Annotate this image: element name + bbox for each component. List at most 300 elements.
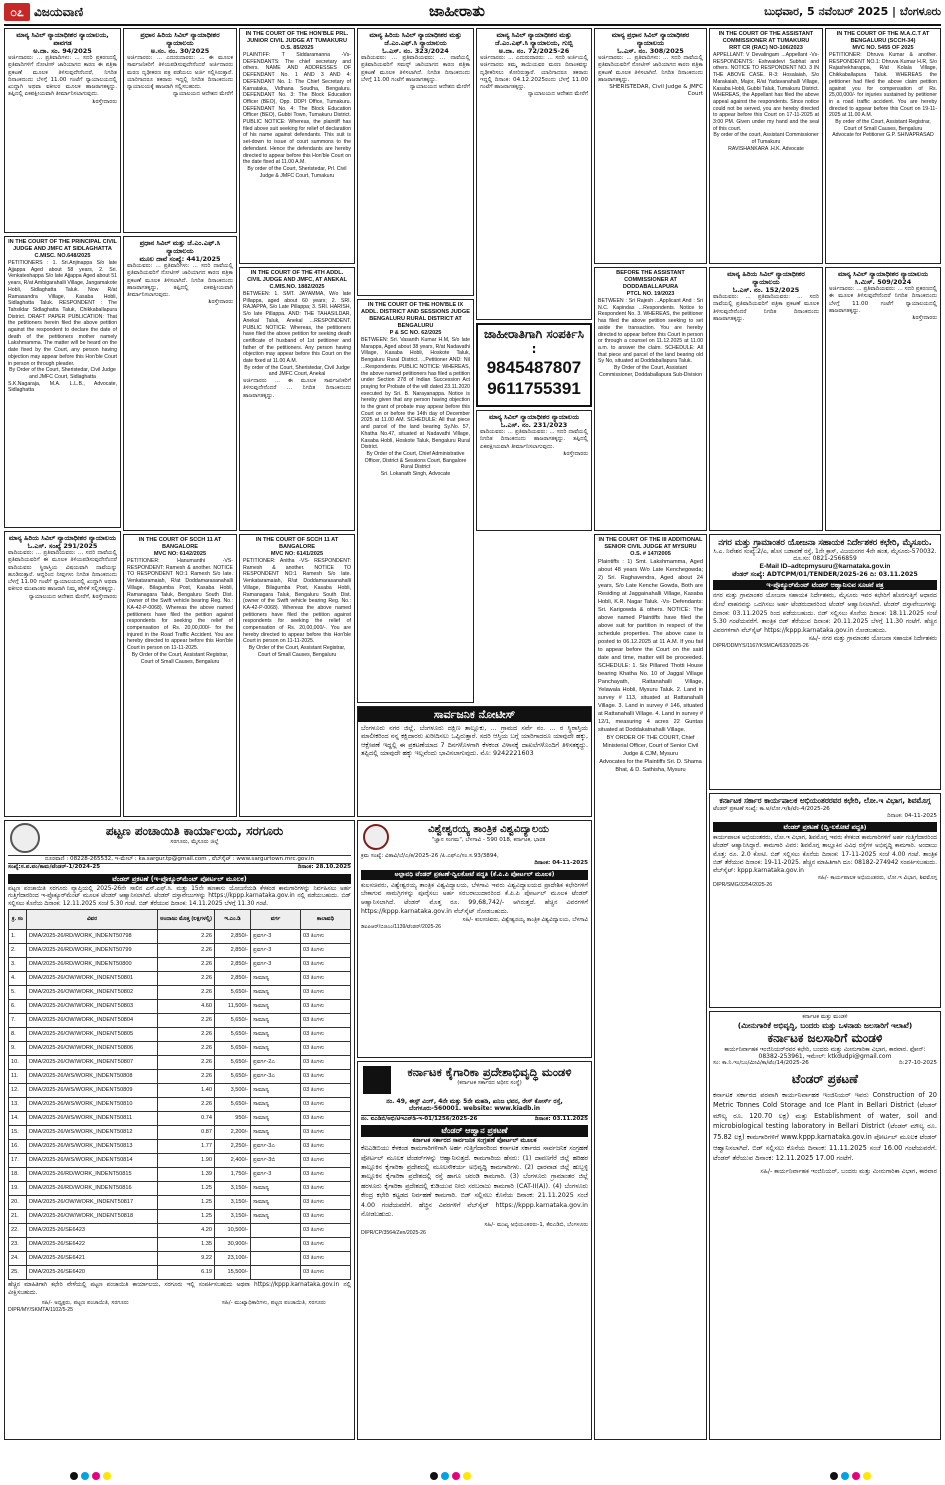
- tender-body: ಕೆಐಎಡಿಬಿಯು ಕೆಳಕಂಡ ಕಾಮಗಾರಿಗಳಿಗಾಗಿ ಅರ್ಹ ಗುತ್ತಿಗೆದಾರರಿಂದ ಕರ್ನಾಟಕ ಸರ್ಕಾರದ ಸಾರ್ವಜನಿಕ ಸಂಗ್ರಹಣೆ ಪೋರ್ಟಲ್ ಮೂಲಕ ಟೆಂಡರ್‌ಗಳನ್ನು ಆಹ್ವಾನಿಸುತ್ತದೆ. ಕಾಮಗಾರಿಯ ಹೆಸರು: (1) ದಾವಣಗೆರೆ ಜಿಲ್ಲೆ ಹರಿಹರ ತಾಲ್ಲೂಕಿನ ಕೈಗಾರಿಕಾ ಪ್ರದೇಶದಲ್ಲಿ ಮೂಲಸೌಕರ್ಯ ಅಭಿವೃದ್ಧಿ ಕಾಮಗಾರಿಗಳು. (2) ಧಾರವಾಡ ಜಿಲ್ಲೆ ಹುಬ್ಬಳ್ಳಿ ತಾಲ್ಲೂಕಿನ ಕೈಗಾರಿಕಾ ಪ್ರದೇಶದಲ್ಲಿ ರಸ್ತೆ ಹಾಗೂ ಚರಂಡಿ ಕಾಮಗಾರಿ. (3) ಬೆಂಗಳೂರು ಗ್ರಾಮಾಂತರ ಜಿಲ್ಲೆ ಹರಳೂರು ಕೈಗಾರಿಕಾ ಪ್ರದೇಶದಲ್ಲಿ ಕುಡಿಯುವ ನೀರು ಸರಬರಾಜು ಕಾಮಗಾರಿ (CAT-II(A)). (4) ಬೆಂಗಳೂರು ಕೇಂದ್ರ ಕಛೇರಿ ಕಟ್ಟಡದ ನಿರ್ವಹಣೆ ಕಾಮಗಾರಿ. ಬಿಡ್ ಸಲ್ಲಿಸಲು ಕೊನೆಯ ದಿನಾಂಕ: 21.11.2025 ಸಂಜೆ 4.00 ಗಂಟೆಯವರೆಗೆ. ಹೆಚ್ಚಿನ ವಿವರಗಳಿಗೆ ವೆಬ್‌ಸೈಟ್ https://kppp.karnataka.gov.in ನೋಡಬಹುದು.: [361, 1145, 588, 1219]
- table-cell: 03 ತಿಂಗಳು: [301, 985, 351, 999]
- table-cell: 5,650/-: [215, 1069, 251, 1083]
- table-row: [9, 1041, 351, 1055]
- table-cell: ಪ್ರವರ್ಗ-3: [251, 1167, 301, 1181]
- tender-ref: ಟೆಂಡರ್ ಪ್ರಕಟಣೆ ಸಂಖ್ಯೆ: ಕಾ.ಅ/ಲೋ.ಇ/ಶಿ/ಟೆಂ-4/2025-26: [713, 805, 830, 812]
- table-row: [9, 1069, 351, 1083]
- table-cell: 9.: [9, 1041, 27, 1055]
- table-cell: 2.26: [158, 971, 215, 985]
- notice-body: PETITIONERS : 1. Sri.Anjinappa S/o late Ajjappa Aged about 58 years, 2. Sri. Venkateshappa S/o late Ajjappa Aged about 51 years, R/at Ambigarahalli Village, Jangamakote Hobli, Sidlaghatta Taluk. Now R/at Ramasandra Village, Kasaba Hobli, Sidlaghatta Taluk. RESPONDENT : The Tahsildar Sidlaghatta Taluk, Chikkaballapura District. DRAFT PAPER PUBLICATION: That the petitioners herein filed the above petition against the respondent to declare the date of death of the petitioners mother namely Lakshmamma. The matter will be heard on the date fixed by the Court, any person having objection may appear before this Hon'ble Court in person or through pleader.: [8, 260, 117, 367]
- table-cell: 1,750/-: [215, 1167, 251, 1181]
- tender-dipr: DIPR/MY/SKMTA/1102/5-25: [8, 1307, 73, 1314]
- tender-dipr: DIPR/SMG/3254/2025-26: [713, 882, 773, 889]
- tender-office-title: ಕರ್ನಾಟಕ ಜಲಸಾರಿಗೆ ಮಂಡಳಿ: [767, 1030, 883, 1045]
- table-cell: DMA/2025-26/WS/WORK_INDENT50809: [27, 1083, 158, 1097]
- tender-refline: [713, 1060, 937, 1067]
- table-row: [9, 1209, 351, 1223]
- notice-body: PLAINTIFF: T Siddaramanna -Vs- DEFENDANTS: The chief secretary and others. NAME AND ADDRESSES OF DEFENDANT No. 1 AND 3 AND 4: DEFENDANT No. 1: The Chief Secretary of Karnataka, Vidhana Soudha, Bengaluru. DEFENDANT No. 3: The Block Education Officer (BEO), Opp. DDPI Office, Tumakuru. DEFENDANT No. 4: The Block Education Officer (BEO), Gubbi Town, Tumakuru District. PUBLIC NOTICE: Whereas, the plaintiff has filed above suit seeking for relief of declaration of his name against defendants. This suit is set-down to issue of court summons to the defendant. Hence the defendants are hereby directed to appear before this Hon'ble Court on the date fixed at 11.00 A.M.: [243, 52, 351, 166]
- table-cell: 03 ತಿಂಗಳು: [301, 1153, 351, 1167]
- table-cell: DMA/2025-26/WS/WORK_INDENT50813: [27, 1139, 158, 1153]
- tender-sign: ಸಹಿ/- ಕುಲಸಚಿವರು, ವಿಶ್ವೇಶ್ವರಯ್ಯ ತಾಂತ್ರಿಕ ವಿಶ್ವವಿದ್ಯಾಲಯ, ಬೆಳಗಾವಿ: [462, 916, 588, 923]
- table-cell: 15,500/-: [215, 1265, 251, 1279]
- notice-case: ಅ.ಸಂ. ನಂ. 30/2025: [150, 47, 210, 55]
- table-cell: 2.26: [158, 1069, 215, 1083]
- table-cell: 1.35: [158, 1237, 215, 1251]
- table-cell: 1.39: [158, 1167, 215, 1181]
- notice-title: BEFORE THE ASSISTANT COMMISSIONER AT DODDABALLAPURA: [616, 270, 685, 290]
- table-cell: 1.25: [158, 1195, 215, 1209]
- table-cell: 03 ತಿಂಗಳು: [301, 971, 351, 985]
- tender-intro: ಪಟ್ಟಣ ಪಂಚಾಯಿತಿ ಸರಗೂರು ವ್ಯಾಪ್ತಿಯಲ್ಲಿ 2025-26ನೇ ಸಾಲಿನ ಎಸ್.ಎಫ್.ಸಿ. ಮತ್ತು 15ನೇ ಹಣಕಾಸು ಯೋಜನೆಯಡಿ ಕೆಳಕಂಡ ಕಾಮಗಾರಿಗಳನ್ನು ನಿರ್ವಹಿಸಲು ಅರ್ಹ ಗುತ್ತಿಗೆದಾರರಿಂದ ಇ-ಪ್ರೊಕ್ಯೂರ್‌ಮೆಂಟ್ ಮೂಲಕ ಟೆಂಡರ್ ಆಹ್ವಾನಿಸಲಾಗಿದೆ. ಟೆಂಡರ್ ದಸ್ತಾವೇಜುಗಳನ್ನು https://kppp.karnataka.gov.in ನಲ್ಲಿ ಪಡೆಯಬಹುದು. ಬಿಡ್ ಸಲ್ಲಿಸಲು ಕೊನೆಯ ದಿನಾಂಕ: 12.11.2025 ಸಂಜೆ 5.30 ಗಂಟೆ. ಬಿಡ್ ತೆರೆಯುವ ದಿನಾಂಕ: 14.11.2025 ಬೆಳಗ್ಗೆ 11.30 ಗಂಟೆ.: [8, 885, 351, 908]
- table-cell: 03 ತಿಂಗಳು: [301, 1125, 351, 1139]
- table-cell: 1.25: [158, 1181, 215, 1195]
- table-cell: 24.: [9, 1251, 27, 1265]
- table-row: [9, 1125, 351, 1139]
- notice-col2-a: [123, 28, 237, 233]
- tender-body: ಕುಲಸಚಿವರು, ವಿಶ್ವೇಶ್ವರಯ್ಯ ತಾಂತ್ರಿಕ ವಿಶ್ವವಿದ್ಯಾಲಯ, ಬೆಳಗಾವಿ ಇವರು ವಿಶ್ವವಿದ್ಯಾಲಯದ ಪ್ರಾದೇಶಿಕ ಕಛೇರಿಗಳಿಗೆ ಬೇಕಾಗುವ ಸಾಮಗ್ರಿಗಳನ್ನು ಪೂರೈಸಲು ಅರ್ಹ ಸರಬರಾಜುದಾರರಿಂದ ಕೆ.ಪಿ.ಪಿ ಪೋರ್ಟಲ್ ಮೂಲಕ ಟೆಂಡರ್ ಆಹ್ವಾನಿಸಲಾಗಿದೆ. ಟೆಂಡರ್ ಮೊತ್ತ ರೂ. 99,68,742/- ಆಗಿರುತ್ತದೆ. ಹೆಚ್ಚಿನ ವಿವರಗಳಿಗೆ https://kppp.karnataka.gov.in ವೆಬ್‌ಸೈಟ್ ನೋಡಬಹುದು.: [361, 881, 588, 915]
- table-cell: 5.: [9, 985, 27, 999]
- tender-bar: ಟೆಂಡರ್ ಆಹ್ವಾನ ಪ್ರಕಟಣೆ: [361, 1125, 588, 1137]
- table-cell: 21.: [9, 1209, 27, 1223]
- table-row: [9, 1027, 351, 1041]
- reg-dot-yellow: [103, 1472, 111, 1480]
- table-cell: DMA/2025-26/OW/WORK_INDENT50802: [27, 985, 158, 999]
- notice-body: PETITIONER: Dhruva Kumar & another. RESPONDENT NO.1: Dhruva Kumar H.R, S/o Rajashekharappa, R/at Kolala Village, Chikkaballapura Taluk. WHEREAS the petitioner had filed the above claim petition against you for compensation of Rs. 25,00,000/- for injuries sustained by petitioner in a road traffic accident. You are hereby directed to appear before this Court on 19-11-2025 at 11.00 A.M.: [829, 52, 937, 119]
- table-cell: 2.26: [158, 1041, 215, 1055]
- table-cell: 17.: [9, 1153, 27, 1167]
- col-header: ಕಾಲಾವಧಿ: [301, 909, 351, 929]
- registration-marks-right: [830, 1472, 871, 1482]
- table-cell: 3,150/-: [215, 1195, 251, 1209]
- notice-body: ವಾದಿಯವರು: ... ಪ್ರತಿವಾದಿಯವರು: ... ಸದರಿ ದಾವೆಯಲ್ಲಿ ನಿಗದಿತ ದಿನಾಂಕದಂದು ಹಾಜರಾಗತಕ್ಕದ್ದು. ತಪ್ಪಿದಲ್ಲಿ ಏಕಪಕ್ಷೀಯವಾಗಿ ತೀರ್ಮಾನಿಸಲಾಗುವುದು.: [480, 429, 588, 450]
- table-cell: 5,650/-: [215, 1041, 251, 1055]
- tender-bar: ಟೆಂಡರ್ ಪ್ರಕಟಣೆ (ದ್ವಿ-ಲಕೋಟೆ ಪದ್ಧತಿ): [713, 822, 937, 832]
- vtu-logo-icon: [363, 824, 389, 850]
- notice-title: IN THE COURT OF THE M.A.C.T AT BENGALURU (SCCH-34): [836, 31, 930, 44]
- notice-case: ಓ.ಎಸ್. ನಂ. 308/2025: [617, 47, 684, 55]
- table-row: [9, 1223, 351, 1237]
- tender-address: ಕಾರ್ಯನಿರ್ವಾಹಕ ಇಂಜಿನಿಯರ್‌ರವರ ಕಛೇರಿ, ಬಂದರು ಮತ್ತು ಮೀನುಗಾರಿಕಾ ವಿಭಾಗ, ಕಾರವಾರ. ಫೋನ್: 08382-253961, ಇಮೇಲ್: ktkdudpi@gmail.com: [724, 1045, 926, 1061]
- notice-sign: By Order of the Court, Chief Administrative Officer, District & Sessions Court, Bangalore Rural District: [364, 450, 467, 471]
- notice-case: MVC NO. 5455 OF 2025: [852, 45, 914, 51]
- tender-office-address: ಸಿ.ಎ. ನಿವೇಶನ ಸಂಖ್ಯೆ:2/ಎ, ಹೊಸ ಬಡಾವಣೆ ರಸ್ತೆ, 1ನೇ ಕ್ರಾಸ್, ವಿಜಯನಗರ 4ನೇ ಹಂತ, ಮೈಸೂರು-570032.: [713, 548, 937, 555]
- notice-title: IN THE COURT OF THE ASSISTANT COMMISSIONER AT TUMAKURU: [718, 31, 814, 44]
- table-cell: ಸಾಮಾನ್ಯ: [251, 1209, 301, 1223]
- notice-case: MVC NO: 6142/2025: [153, 551, 207, 557]
- notice-title: IN THE COURT OF SCCH 11 AT BANGALORE: [255, 537, 339, 550]
- ad-contact-box: [476, 323, 592, 407]
- table-cell: [251, 1237, 301, 1251]
- table-row: [9, 1153, 351, 1167]
- table-row: [9, 985, 351, 999]
- notice-title: IN THE COURT OF THE 4TH ADDL. CIVIL JUDGE AND JMFC, AT ANEKAL: [247, 270, 347, 283]
- table-cell: 5,650/-: [215, 1097, 251, 1111]
- tender-office-title: ಕರ್ನಾಟಕ ಕೈಗಾರಿಕಾ ಪ್ರದೇಶಾಭಿವೃದ್ಧಿ ಮಂಡಳಿ: [407, 1065, 572, 1079]
- tender-sign: ಸಹಿ/- ಮುಖ್ಯ ಅಭಿಯಂತರರು-1, ಕೆಐಎಡಿಬಿ, ಬೆಂಗಳೂರು: [484, 1222, 588, 1229]
- notice-body: BETWEEN: 1. SMT. JAYAMMA, W/o late Pillappa, aged about 60 years; 2. SRI. RAJAPPA, S/o Late Pillappa; 3. SRI. HARISH, S/o late Pillappa. AND: THE TAHASILDAR, Anekal Taluk, Anekal ...RESPONDENT. PUBLIC NOTICE: Whereas, the petitioners have filed the above petition for seeking death certificate of husband of 1st petitioner and father of the petitioners. Any person having objection may appear before this Court on the date fixed at 11.00 A.M.: [243, 291, 351, 365]
- table-cell: 03 ತಿಂಗಳು: [301, 999, 351, 1013]
- issue-date: ಬುಧವಾರ, 5 ನವೆಂಬರ್ 2025 | ಬೆಂಗಳೂರು: [764, 5, 941, 18]
- notice-sign: By order of the Court, Sheristedar, Prl. Civil Judge & JMFC Court, Tumakuru: [247, 165, 347, 179]
- table-cell: 0.74: [158, 1111, 215, 1125]
- paper-name: ವಿಜಯವಾಣಿ: [34, 5, 84, 19]
- tender-office-phone: ದೂ.ಸಂ: 0821-2566859: [793, 555, 857, 563]
- table-cell: ಪ್ರವರ್ಗ-3: [251, 943, 301, 957]
- table-row: [9, 971, 351, 985]
- notice-col4-b: [357, 299, 474, 703]
- table-cell: DMA/2025-26/OW/WORK_INDENT50805: [27, 1027, 158, 1041]
- notice-col2-b: [123, 236, 237, 531]
- registration-marks-left: [70, 1472, 111, 1482]
- table-cell: 2.: [9, 943, 27, 957]
- tender-adtcp-mysuru: [709, 534, 941, 790]
- notice-sign: By order of the Court, Sheristedar, Civil Judge and JMFC Court, Anekal: [244, 364, 350, 378]
- table-cell: 1.: [9, 929, 27, 943]
- table-cell: 2.26: [158, 985, 215, 999]
- notice-body: ಅರ್ಜಿದಾರರು: ... ಪ್ರತಿವಾದಿಗಳು: ... ಸದರಿ ಪ್ರಕರಣದಲ್ಲಿ ಪ್ರತಿವಾದಿಗಳಿಗೆ ನೋಟೀಸ್ ಜಾರಿಯಾಗದ ಕಾರಣ ಈ ಪತ್ರಿಕಾ ಪ್ರಕಟಣೆ ಮೂಲಕ ತಿಳಿಸುವುದೇನೆಂದರೆ, ನಿಗದಿತ ದಿನಾಂಕದಂದು ಬೆಳಗ್ಗೆ 11.00 ಗಂಟೆಗೆ ನ್ಯಾಯಾಲಯದಲ್ಲಿ ಖುದ್ದಾಗಿ ಅಥವಾ ವಕೀಲರ ಮೂಲಕ ಹಾಜರಾಗತಕ್ಕದ್ದು. ತಪ್ಪಿದಲ್ಲಿ ಏಕಪಕ್ಷೀಯವಾಗಿ ತೀರ್ಮಾನಿಸಲಾಗುವುದು.: [8, 55, 117, 98]
- table-cell: ಪ್ರವರ್ಗ-3: [251, 957, 301, 971]
- table-cell: ಸಾಮಾನ್ಯ: [251, 1125, 301, 1139]
- tender-dipr: DIPR/CP/3564/Zen/2025-26: [361, 1229, 426, 1236]
- table-row: [9, 957, 351, 971]
- table-cell: 03 ತಿಂಗಳು: [301, 943, 351, 957]
- table-cell: DMA/2025-26/SE6422: [27, 1237, 158, 1251]
- table-cell: [251, 1223, 301, 1237]
- notice-body: PETITIONER: Hanumanthi -VS- RESPONDENT: Ramesh & another. NOTICE TO RESPONDENT NO:1 Ramesh S/o late. Venkataramaiah, R/at Doddamarasanahalli Village, Bilagumba Post, Kasaba Hobli, Ramanagara Taluk, Bengaluru South Dist. (owner of the Swift vehicle bearing Reg. No.: KA-42-P-0068). Whereas the above named petitioners have filed the petition against respondents for seeking the relief of compensation of Rs. 20,00,000/- for the injured in the Road Traffic Accident. You are hereby directed to appear before this Hon'ble Court in person on 11-11-2025.: [127, 558, 233, 652]
- table-cell: 12.: [9, 1083, 27, 1097]
- notice-title: IN THE COURT OF THE III ADDITIONAL SENIOR CIVIL JUDGE AT MYSURU: [598, 537, 703, 550]
- table-cell: 3,150/-: [215, 1209, 251, 1223]
- table-cell: ಸಾಮಾನ್ಯ: [251, 999, 301, 1013]
- notice-body: PETITIONER: Anitha -VS- RESPONDENT: Ramesh & another. NOTICE TO RESPONDENT NO:1 Ramesh S/o late. Venkataramaiah, R/at Doddamarasanahalli Village, Bilagumba Post, Kasaba Hobli, Ramanagara Taluk, Bengaluru South Dist. (owner of the Swift vehicle bearing Reg. No.: KA-42-P-0068). Whereas the above named petitioners have filed the petition against respondents for seeking the relief of compensation of Rs. 20,00,000/-. You are hereby directed to appear before this Hon'ble Court in person on 11-11-2025.: [243, 558, 351, 645]
- notice-title: ಪ್ರಧಾನ ಸಿವಿಲ್ ಮತ್ತು ಜೆ.ಎಂ.ಎಫ್.ಸಿ ನ್ಯಾಯಾಲಯ: [139, 239, 221, 255]
- notice-title: ಪ್ರಧಾನ ಹಿರಿಯ ಸಿವಿಲ್ ನ್ಯಾಯಾಧೀಶರ ನ್ಯಾಯಾಲಯ: [140, 31, 220, 47]
- table-row: [9, 1111, 351, 1125]
- tender-sign: ಸಹಿ/- ನಗರ ಮತ್ತು ಗ್ರಾಮಾಂತರ ಯೋಜನಾ ಸಹಾಯಕ ನಿರ್ದೇಶಕರು: [808, 635, 937, 643]
- table-cell: 23.: [9, 1237, 27, 1251]
- notice-title: IN THE COURT OF SCCH 11 AT BANGALORE: [138, 537, 222, 550]
- tender-office-sub: (ಕರ್ನಾಟಕ ಸರ್ಕಾರದ ಅಧೀನ ಸಂಸ್ಥೆ): [457, 1080, 522, 1086]
- table-cell: 2.26: [158, 1055, 215, 1069]
- notice-title: IN THE COURT OF THE HON'BLE PRL. JUNIOR CIVIL JUDGE AT TUMAKURU: [245, 31, 349, 44]
- notice-case: C.MISC. NO.648/2025: [34, 253, 91, 259]
- notice-col3-b: [239, 267, 355, 531]
- table-cell: 2,850/-: [215, 957, 251, 971]
- table-row: [9, 1251, 351, 1265]
- tender-office-title: ಕರ್ನಾಟಕ ಸರ್ಕಾರ ಕಾರ್ಯಪಾಲಕ ಅಭಿಯಂತರರವರ ಕಛೇರಿ, ಲೋ.ಇ ವಿಭಾಗ, ಶಿವಮೊಗ್ಗ: [719, 796, 931, 805]
- table-row: [9, 1097, 351, 1111]
- table-cell: ಸಾಮಾನ್ಯ: [251, 1181, 301, 1195]
- reg-dot-black: [830, 1472, 838, 1480]
- notice-body: ವಾದಿಯವರು: ... ಪ್ರತಿವಾದಿಗಳು: ... ಸದರಿ ದಾವೆಯಲ್ಲಿ ಪ್ರತಿವಾದಿಯವರಿಗೆ ನೋಟೀಸ್ ಜಾರಿಯಾಗದ ಕಾರಣ ಪತ್ರಿಕಾ ಪ್ರಕಟಣೆ ಮೂಲಕ ತಿಳಿಸಲಾಗಿದೆ. ನಿಗದಿತ ದಿನಾಂಕದಂದು ಹಾಜರಾಗತಕ್ಕದ್ದು, ತಪ್ಪಿದಲ್ಲಿ ಏಕಪಕ್ಷೀಯವಾಗಿ ತೀರ್ಮಾನಿಸಲಾಗುವುದು.: [127, 263, 233, 299]
- tender-date: ದಿನಾಂಕ: 28.10.2025: [297, 864, 351, 871]
- table-cell: 20.: [9, 1195, 27, 1209]
- tender-table: [8, 909, 351, 1280]
- notice-body: ಅರ್ಜಿದಾರರು: ... ಎದುರುದಾರರು: ... ಈ ಮೂಲಕ ಸಾರ್ವಜನಿಕರಿಗೆ ತಿಳಿಯಪಡಿಸುವುದೇನೆಂದರೆ ಅರ್ಜಿದಾರರು ಮರಣ ದೃಢೀಕರಣ ಪತ್ರ ಪಡೆಯಲು ಅರ್ಜಿ ಸಲ್ಲಿಸಿರುತ್ತಾರೆ. ಯಾರಿಗಾದರೂ ತಕರಾರು ಇದ್ದಲ್ಲಿ ನಿಗದಿತ ದಿನಾಂಕದಂದು ನ್ಯಾಯಾಲಯಕ್ಕೆ ಹಾಜರಾಗಿ ಸಲ್ಲಿಸಬಹುದು.: [127, 55, 233, 91]
- notice-body: ಅರ್ಜಿದಾರರು: ... ಪ್ರತಿವಾದಿಗಳು: ... ಸದರಿ ದಾವೆಯಲ್ಲಿ ಪ್ರತಿವಾದಿಯವರಿಗೆ ನೋಟೀಸ್ ಜಾರಿಯಾಗದ ಕಾರಣ ಪತ್ರಿಕಾ ಪ್ರಕಟಣೆ ಮೂಲಕ ತಿಳಿಸಲಾಗಿದೆ. ನಿಗದಿತ ದಿನಾಂಕದಂದು ಹಾಜರಾಗತಕ್ಕದ್ದು.: [598, 55, 703, 83]
- tender-dipr: ಡಿಐಪಿಆರ್/ಬಿಜಿಎಂ/1139/ಟೆಂಡರ್/2025-26: [361, 924, 441, 931]
- reg-dot-magenta: [92, 1472, 100, 1480]
- table-cell: 16.: [9, 1139, 27, 1153]
- table-cell: 4.20: [158, 1223, 215, 1237]
- table-cell: 03 ತಿಂಗಳು: [301, 1209, 351, 1223]
- public-notice-title: ಸಾರ್ವಜನಿಕ ನೋಟೀಸ್: [358, 707, 591, 722]
- table-row: [9, 1013, 351, 1027]
- table-cell: DMA/2025-26/SE6423: [27, 1223, 158, 1237]
- notice-case: ಅ.ದಾ. ಸಂ. 94/2025: [33, 47, 92, 55]
- table-cell: 5,650/-: [215, 985, 251, 999]
- table-cell: ಪ್ರವರ್ಗ-3ಎ: [251, 1069, 301, 1083]
- table-row: [9, 999, 351, 1013]
- notice-sign: By Order of the Court, Assistant Registrar, Court of Small Causes, Bengaluru: [131, 651, 229, 665]
- tender-office-title: ವಿಶ್ವೇಶ್ವರಯ್ಯ ತಾಂತ್ರಿಕ ವಿಶ್ವವಿದ್ಯಾಲಯ: [428, 824, 549, 835]
- table-cell: DMA/2025-26/RD/WORK_INDENT50798: [27, 929, 158, 943]
- emblem-icon: [10, 823, 40, 853]
- notice-col7-b: [709, 267, 823, 531]
- tender-number: ಟೆಂಡರ್ ಸಂಖ್ಯೆ: ADTCPM/01/TENDER/2025-26 ದಿ: 03.11.2025: [732, 571, 918, 579]
- table-cell: DMA/2025-26/OW/WORK_INDENT50803: [27, 999, 158, 1013]
- notice-mysuru-os147: [594, 534, 707, 1440]
- tender-refline: [361, 1115, 588, 1123]
- table-cell: ಪ್ರವರ್ಗ-3: [251, 929, 301, 943]
- table-cell: 03 ತಿಂಗಳು: [301, 1097, 351, 1111]
- notice-sign: SHERISTEDAR, Civil Judge & JMFC Court: [609, 84, 703, 98]
- header-rule: [4, 24, 941, 26]
- registration-marks-center: [430, 1472, 471, 1482]
- table-cell: 3.: [9, 957, 27, 971]
- reg-dot-yellow: [463, 1472, 471, 1480]
- notice-case: ಓ.ಎಸ್. ಸಂಖ್ಯೆ 291/2025: [27, 542, 98, 550]
- table-cell: DMA/2025-26/OW/WORK_INDENT50817: [27, 1195, 158, 1209]
- table-cell: 03 ತಿಂಗಳು: [301, 1083, 351, 1097]
- tender-office-title: ಪಟ್ಟಣ ಪಂಚಾಯಿತಿ ಕಾರ್ಯಾಲಯ, ಸರಗೂರು: [105, 824, 284, 838]
- table-cell: 3,500/-: [215, 1083, 251, 1097]
- table-cell: ಪ್ರವರ್ಗ-3ಬಿ: [251, 1153, 301, 1167]
- table-cell: 2.26: [158, 957, 215, 971]
- table-cell: 03 ತಿಂಗಳು: [301, 1181, 351, 1195]
- table-cell: 4.60: [158, 999, 215, 1013]
- tender-sign-president: ಸಹಿ/- ಅಧ್ಯಕ್ಷರು, ಪಟ್ಟಣ ಪಂಚಾಯಿತಿ, ಸರಗೂರು: [41, 1300, 129, 1307]
- section-title: ಜಾಹೀರಾತು: [429, 2, 485, 20]
- table-cell: 5,650/-: [215, 1027, 251, 1041]
- table-cell: 22.: [9, 1223, 27, 1237]
- table-cell: 2,250/-: [215, 1139, 251, 1153]
- table-cell: 03 ತಿಂಗಳು: [301, 1041, 351, 1055]
- notice-case: ಓ.ಎಸ್. ನಂ. 323/2024: [382, 47, 449, 55]
- table-cell: 03 ತಿಂಗಳು: [301, 1237, 351, 1251]
- tender-table-header: [9, 909, 351, 929]
- notice-case: PTCL NO. 19/2023: [626, 291, 675, 297]
- notice-sign: ಶಿರಸ್ತೇದಾರರು: [208, 299, 233, 306]
- tender-date: ದಿನಾಂಕ: 04-11-2025: [534, 860, 588, 867]
- tender-office-email[interactable]: E-Mail ID–adtcpmysuru@karnataka.gov.in: [759, 562, 891, 570]
- tender-footer: ಹೆಚ್ಚಿನ ಮಾಹಿತಿಗಾಗಿ ಕಛೇರಿ ವೇಳೆಯಲ್ಲಿ ಪಟ್ಟಣ ಪಂಚಾಯಿತಿ ಕಾರ್ಯಾಲಯ, ಸರಗೂರು ಇಲ್ಲಿ ಸಂಪರ್ಕಿಸಬಹುದು ಅಥವಾ https://kppp.karnataka.gov.in ನಲ್ಲಿ ವೀಕ್ಷಿಸಬಹುದು.: [8, 1281, 351, 1296]
- table-cell: 10,500/-: [215, 1223, 251, 1237]
- reg-dot-magenta: [452, 1472, 460, 1480]
- notice-body: APPELLANT: V Devalingam ...Appellant -Vs- RESPONDENTS: Eshwaidevi Subhat and others. NOTICE TO RESPONDENT NO. 3 IN THE ABOVE CASE. R-3: Hosalaiah, S/o Marakaiah, Major, R/at Yadavanahalli Village, Kasaba Hobli, Gubbi Taluk, Tumakuru District. WHEREAS, the Appellant has filed the above appeal against the respondents. Since notice could not be served, you are hereby directed to appear before this Court on 17-11-2025 at 3:00 PM. Given under my hand and the seal of this court.: [713, 52, 819, 132]
- table-cell: 6.: [9, 999, 27, 1013]
- table-row: [9, 1083, 351, 1097]
- table-row: [9, 929, 351, 943]
- notice-title: ಮಾನ್ಯ ಸಿವಿಲ್ ನ್ಯಾಯಾಧೀಶರ ನ್ಯಾಯಾಲಯ: [837, 270, 929, 278]
- table-cell: 23,100/-: [215, 1251, 251, 1265]
- notice-title: ಮಾನ್ಯ ಸಿವಿಲ್ ನ್ಯಾಯಾಧೀಶರ ನ್ಯಾಯಾಲಯ: [488, 413, 580, 421]
- table-cell: 03 ತಿಂಗಳು: [301, 1013, 351, 1027]
- table-cell: [251, 1265, 301, 1279]
- contact-phone-2[interactable]: 9611755391: [487, 379, 581, 398]
- table-cell: 2.26: [158, 1027, 215, 1041]
- notice-case: O.S. 85/2025: [280, 45, 314, 51]
- tender-kiadb: [357, 1061, 592, 1440]
- tender-pwd-shivamogga: [709, 793, 941, 1008]
- notice-case: C.MIS.NO. 1882/2025: [269, 284, 325, 290]
- tender-dipr: DIPR/DDMYS/1167/KSMCA/633/2025-26: [713, 642, 809, 649]
- page-header: [4, 2, 941, 24]
- tender-ref: ಸಂ: ಕಾ.ನಿ.ಇಂ/ಬಂ/ಮೀವಿ/ಕಾ/ಟೆಂ/14/2025-26: [713, 1060, 809, 1067]
- table-cell: 18.: [9, 1167, 27, 1181]
- table-row: [9, 1167, 351, 1181]
- table-cell: ಸಾಮಾನ್ಯ: [251, 1041, 301, 1055]
- notice-title: ಮಾನ್ಯ ಪ್ರಧಾನ ಸಿವಿಲ್ ನ್ಯಾಯಾಧೀಶರ ನ್ಯಾಯಾಲಯ: [611, 31, 690, 47]
- notice-body: ವಾದಿಯವರು: ... ಪ್ರತಿವಾದಿಯವರು: ... ಸದರಿ ದಾವೆಯಲ್ಲಿ ಪ್ರತಿವಾದಿಯವರಿಗೆ ಪತ್ರಿಕಾ ಪ್ರಕಟಣೆ ಮೂಲಕ ತಿಳಿಸುವುದೇನೆಂದರೆ ನಿಗದಿತ ದಿನಾಂಕದಂದು ಹಾಜರಾಗತಕ್ಕದ್ದು.: [713, 294, 819, 322]
- table-cell: 2,850/-: [215, 929, 251, 943]
- page-number: ೦೭: [4, 3, 30, 21]
- tender-date: ದಿನಾಂಕ: 04-11-2025: [887, 812, 937, 819]
- table-cell: DMA/2025-26/RD/WORK_INDENT50815: [27, 1167, 158, 1181]
- tender-bar: ಟೆಂಡರ್ ಪ್ರಕಟಣೆ (ಇ-ಪ್ರೊಕ್ಯೂರ್‌ಮೆಂಟ್ ಪೋರ್ಟಲ್ ಮೂಲಕ): [8, 874, 351, 884]
- notice-col1-a: [4, 28, 121, 233]
- notice-mvc-6142: [123, 534, 237, 817]
- reg-dot-black: [430, 1472, 438, 1480]
- table-cell: 1.40: [158, 1083, 215, 1097]
- notice-case: ಅ.ದಾ. ನಂ. 72/2025-26: [498, 47, 570, 55]
- table-cell: ಪ್ರವರ್ಗ-2ಎ: [251, 1055, 301, 1069]
- table-cell: ಸಾಮಾನ್ಯ: [251, 1013, 301, 1027]
- notice-body: ಅರ್ಜಿದಾರರು: ... ಪ್ರತಿವಾದಿಯವರು: ... ಸದರಿ ಪ್ರಕರಣದಲ್ಲಿ ಈ ಮೂಲಕ ತಿಳಿಸುವುದೇನೆಂದರೆ ನಿಗದಿತ ದಿನಾಂಕದಂದು ಬೆಳಗ್ಗೆ 11.00 ಗಂಟೆಗೆ ನ್ಯಾಯಾಲಯದಲ್ಲಿ ಹಾಜರಾಗತಕ್ಕದ್ದು.: [829, 286, 937, 314]
- notice-case: ಸಿ.ಮಿಸ್. 509/2024: [854, 278, 912, 286]
- table-cell: ಸಾಮಾನ್ಯ: [251, 1195, 301, 1209]
- table-cell: 10.: [9, 1055, 27, 1069]
- tender-office-title: ನಗರ ಮತ್ತು ಗ್ರಾಮಾಂತರ ಯೋಜನಾ ಸಹಾಯಕ ನಿರ್ದೇಶಕರ ಕಛೇರಿ, ಮೈಸೂರು.: [718, 537, 932, 547]
- table-cell: DMA/2025-26/WS/WORK_INDENT50811: [27, 1111, 158, 1125]
- notice-col6-b: [594, 267, 707, 531]
- table-cell: 9.22: [158, 1251, 215, 1265]
- col-header: ವಿವರ: [27, 909, 158, 929]
- tender-address: ನಂ. 49, ಈಸ್ಟ್ ವಿಂಗ್, 4ನೇ ಮತ್ತು 5ನೇ ಮಹಡಿ, ಖನಿಜ ಭವನ, ರೇಸ್ ಕೋರ್ಸ್ ರಸ್ತೆ, ಬೆಂಗಳೂರು-560001. website: www.kiadb.in: [386, 1098, 563, 1113]
- notice-title: ಮಾನ್ಯ ಸಿವಿಲ್ ನ್ಯಾಯಾಧೀಶರ ಮತ್ತು ಜೆ.ಎಂ.ಎಫ್.ಸಿ ನ್ಯಾಯಾಲಯ, ಗುಬ್ಬಿ: [495, 31, 573, 47]
- notice-title: IN THE COURT OF THE HON'BLE IX ADDL. DISTRICT AND SESSIONS JUDGE BENGALURU RURAL DISTRICT AT BENGALURU: [361, 302, 470, 329]
- table-cell: 03 ತಿಂಗಳು: [301, 1223, 351, 1237]
- notice-sign: ನ್ಯಾಯಾಲಯದ ಆದೇಶದ ಮೇರೆಗೆ: [409, 84, 470, 91]
- notice-case: P & SC NO. 62/2025: [389, 330, 442, 336]
- col-header: ಇ.ಎಂ.ಡಿ: [215, 909, 251, 929]
- table-cell: 03 ತಿಂಗಳು: [301, 1167, 351, 1181]
- table-cell: 03 ತಿಂಗಳು: [301, 1111, 351, 1125]
- notice-sign: ನ್ಯಾಯಾಲಯದ ಆದೇಶದ ಮೇರೆಗೆ: [527, 91, 588, 98]
- table-cell: DMA/2025-26/RD/WORK_INDENT50816: [27, 1181, 158, 1195]
- table-cell: 03 ತಿಂಗಳು: [301, 1055, 351, 1069]
- table-cell: 2,400/-: [215, 1153, 251, 1167]
- table-cell: 3,150/-: [215, 1181, 251, 1195]
- notice-sign: By Order of the Court, Assistant Commissioner, Doddaballapura Sub-Division: [599, 365, 702, 378]
- table-cell: 03 ತಿಂಗಳು: [301, 1139, 351, 1153]
- notice-sign: By Order of the Court, Assistant Registrar, Court of Small Causes, Bengaluru: [248, 645, 346, 658]
- table-cell: DMA/2025-26/OW/WORK_INDENT50818: [27, 1209, 158, 1223]
- table-cell: 950/-: [215, 1111, 251, 1125]
- table-row: [9, 1195, 351, 1209]
- table-cell: 0.87: [158, 1125, 215, 1139]
- tender-date: ದಿನಾಂಕ: 03.11.2025: [534, 1115, 588, 1122]
- tender-ref: ಸಂಖ್ಯೆ:ಸ.ಪ.ಪಂ/ಕಾಮ/ಟೆಂಡರ್-1/2024-25: [8, 864, 101, 871]
- tender-table-body: [9, 929, 351, 1279]
- notice-body: ಅರ್ಜಿದಾರರು: ... ಎದುರುದಾರರು: ... ಸದರಿ ಅರ್ಜಿಯಲ್ಲಿ ಅರ್ಜಿದಾರರು ತಮ್ಮ ತಾಯಿಯವರ ಮರಣ ದಿನಾಂಕವನ್ನು ದೃಢೀಕರಿಸಲು ಕೋರಿರುತ್ತಾರೆ. ಯಾರಿಗಾದರೂ ತಕರಾರು ಇದ್ದಲ್ಲಿ ದಿನಾಂಕ: 04.12.2025ರಂದು ಬೆಳಗ್ಗೆ 11.00 ಗಂಟೆಗೆ ಹಾಜರಾಗತಕ್ಕದ್ದು.: [480, 55, 588, 91]
- table-cell: ಸಾಮಾನ್ಯ: [251, 985, 301, 999]
- tender-body: ಕಾರ್ಯಪಾಲಕ ಅಭಿಯಂತರರು, ಲೋ.ಇ ವಿಭಾಗ, ಶಿವಮೊಗ್ಗ ಇವರು ಕೆಳಕಂಡ ಕಾಮಗಾರಿಗಳಿಗೆ ಅರ್ಹ ಗುತ್ತಿಗೆದಾರರಿಂದ ಟೆಂಡರ್ ಆಹ್ವಾನಿಸಿದ್ದಾರೆ. ಕಾಮಗಾರಿ ವಿವರ: ಶಿವಮೊಗ್ಗ ತಾಲ್ಲೂಕಿನ ವಿವಿಧ ರಸ್ತೆಗಳ ಅಭಿವೃದ್ಧಿ ಕಾಮಗಾರಿ. ಅಂದಾಜು ಮೊತ್ತ: ರೂ. 2.0 ಕೋಟಿ. ಬಿಡ್ ಸಲ್ಲಿಸಲು ಕೊನೆಯ ದಿನಾಂಕ: 17-11-2025 ಸಂಜೆ 4.00 ಗಂಟೆ. ತಾಂತ್ರಿಕ ಬಿಡ್ ತೆರೆಯುವ ದಿನಾಂಕ: 19-11-2025. ಹೆಚ್ಚಿನ ಮಾಹಿತಿಗಾಗಿ ದೂ: 08182-274942 ಸಂಪರ್ಕಿಸಬಹುದು. ವೆಬ್‌ಸೈಟ್: kppp.karnataka.gov.in: [713, 834, 937, 874]
- notice-advocate: Advocates for the Plaintiffs Sri. D. Shama Bhat, & D. Sathisha, Mysuru: [599, 759, 702, 773]
- table-cell: 11,500/-: [215, 999, 251, 1013]
- notice-sign: ನ್ಯಾಯಾಲಯದ ಆದೇಶದ ಮೇರೆಗೆ: [172, 91, 233, 98]
- table-cell: 1.25: [158, 1209, 215, 1223]
- tender-dept: (ಮೀನುಗಾರಿಕೆ ಅಭಿವೃದ್ಧಿ, ಬಂದರು ಮತ್ತು ಒಳನಾಡು ಜಲಸಾರಿಗೆ ಇಲಾಖೆ): [737, 1021, 913, 1031]
- notice-extra: ಅರ್ಜಿದಾರರು ... ಈ ಮೂಲಕ ಸಾರ್ವಜನಿಕರಿಗೆ ತಿಳಿಸುವುದೇನೆಂದರೆ ... ನಿಗದಿತ ದಿನಾಂಕದಂದು ಹಾಜರಾಗತಕ್ಕದ್ದು.: [243, 378, 351, 399]
- contact-phone-1[interactable]: 9845487807: [486, 358, 582, 377]
- tender-date: ದಿ:27-10-2025: [898, 1060, 937, 1067]
- table-cell: DMA/2025-26/OW/WORK_INDENT50801: [27, 971, 158, 985]
- notice-col8-b: [825, 267, 941, 531]
- table-cell: DMA/2025-26/OW/WORK_INDENT50804: [27, 1013, 158, 1027]
- table-row: [9, 1055, 351, 1069]
- reg-dot-black: [70, 1472, 78, 1480]
- col-header: ಕ್ರ. ಸಂ: [9, 909, 27, 929]
- table-cell: ಸಾಮಾನ್ಯ: [251, 1111, 301, 1125]
- table-cell: ಸಾಮಾನ್ಯ: [251, 1097, 301, 1111]
- table-cell: 2,850/-: [215, 943, 251, 957]
- table-cell: 5,650/-: [215, 1055, 251, 1069]
- table-cell: DMA/2025-26/RD/WORK_INDENT50800: [27, 957, 158, 971]
- tender-jalasarige: [709, 1011, 941, 1440]
- reg-dot-cyan: [441, 1472, 449, 1480]
- tender-body: ಕರ್ನಾಟಕ ಸರ್ಕಾರದ ಪರವಾಗಿ ಕಾರ್ಯನಿರ್ವಾಹಕ ಇಂಜಿನಿಯರ್ ಇವರು Construction of 20 Metric Tonnes Cold Storage and Ice Plant in Bellari District (ಟೆಂಡರ್ ಮೌಲ್ಯ ರೂ. 120.70 ಲಕ್ಷ) ಮತ್ತು Establishment of water, soil and microbiological testing laboratory in Bellari District (ಟೆಂಡರ್ ಮೌಲ್ಯ ರೂ. 75.82 ಲಕ್ಷ) ಕಾಮಗಾರಿಗಳಿಗೆ www.kppp.karnataka.gov.in ಪೋರ್ಟಲ್ ಮೂಲಕ ಟೆಂಡರ್ ಆಹ್ವಾನಿಸಲಾಗಿದೆ. ಬಿಡ್ ಸಲ್ಲಿಸಲು ಕೊನೆಯ ದಿನಾಂಕ: 11.11.2025 ಸಂಜೆ 16.00 ಗಂಟೆಯವರೆಗೆ. ಟೆಂಡರ್ ತೆರೆಯುವ ದಿನಾಂಕ: 12.11.2025 17.00 ಗಂಟೆಗೆ.: [713, 1090, 937, 1163]
- notice-body: BETWEEN : Sri Rajesh ...Applicant And : Sri N.C. Kapindas ...Respondents. Notice to Respondent No. 3. WHEREAS, the petitioner has filed the above petition seeking to set aside the transaction. You are hereby directed to appear before this Court in person or through a counsel on 11.12.2025 at 11.00 a.m. to answer the claim. SCHEDULE: All that piece and parcel of the land bearing old Sy No, situated at Doddaballapura Taluk.: [598, 298, 703, 365]
- notice-mvc-6141: [239, 534, 355, 817]
- tender-body: ನಗರ ಮತ್ತು ಗ್ರಾಮಾಂತರ ಯೋಜನಾ ಸಹಾಯಕ ನಿರ್ದೇಶಕರು, ಮೈಸೂರು ಇವರ ಕಛೇರಿಗೆ ಹೊರಗುತ್ತಿಗೆ ಆಧಾರದ ಮೇಲೆ ವಾಹನವನ್ನು ಒದಗಿಸಲು ಅರ್ಹ ಟೆಂಡರುದಾರರಿಂದ ಟೆಂಡರ್ ಆಹ್ವಾನಿಸಲಾಗಿದೆ. ಟೆಂಡರ್ ದಸ್ತಾವೇಜುಗಳನ್ನು ದಿನಾಂಕ: 03.11.2025 ರಿಂದ ಪಡೆಯಬಹುದು. ಬಿಡ್ ಸಲ್ಲಿಸಲು ಕೊನೆಯ ದಿನಾಂಕ: 18.11.2025 ಸಂಜೆ 5.30 ಗಂಟೆಯವರೆಗೆ. ತಾಂತ್ರಿಕ ಬಿಡ್ ತೆರೆಯುವ ದಿನಾಂಕ: 20.11.2025 ಬೆಳಗ್ಗೆ 11.30 ಗಂಟೆಗೆ. ಹೆಚ್ಚಿನ ವಿವರಗಳಿಗಾಗಿ ವೆಬ್‌ಸೈಟ್ https://kppp.karnataka.gov.in ನೋಡಬಹುದು.: [713, 592, 937, 634]
- tender-ref: ನಂ. ಐಎಡಿಬಿ/ಅಭಿ/ಟಿಇಎನ್‌ಡಿ-ಇ-01/1256/2025-26: [361, 1115, 478, 1122]
- table-cell: ಸಾಮಾನ್ಯ: [251, 971, 301, 985]
- table-cell: DMA/2025-26/WS/WORK_INDENT50808: [27, 1069, 158, 1083]
- notice-body: BETWEEN: Sri. Vasanth Kumar H.M, S/o late Marappa, Aged about 38 years, R/at Nadavathi Village, Kasaba Hobli, Hoskote Taluk, Bengaluru Rural District. ...Petitioner AND: Nil ...Respondents. PUBLIC NOTICE: WHEREAS, the above named petitioners has filed a petition under Section 278 of Indian Succession Act praying for Probate of the will dated 23.11.2020 executed by Sri. B. Narayanappa. Notice is hereby given that any person having objection to the grant of probate may appear before this Court on or before the 14th day of December 2025 at 11.00 AM. SCHEDULE: All that piece and parcel of the land bearing Sy.No. 57, Khatha No.47, situated at Nadavathi Village, Kasaba Hobli, Hoskote Taluk, Bengaluru Rural District.: [361, 337, 470, 451]
- table-row: [9, 1181, 351, 1195]
- table-cell: DMA/2025-26/WS/WORK_INDENT50812: [27, 1125, 158, 1139]
- tender-header: [361, 1064, 588, 1098]
- table-cell: 8.: [9, 1027, 27, 1041]
- table-cell: 03 ತಿಂಗಳು: [301, 957, 351, 971]
- table-cell: 2,200/-: [215, 1125, 251, 1139]
- table-row: [9, 1237, 351, 1251]
- public-notice-body: ಬೆಂಗಳೂರು ನಗರ ಜಿಲ್ಲೆ, ಬೆಂಗಳೂರು ದಕ್ಷಿಣ ತಾಲ್ಲೂಕು, ... ಗ್ರಾಮದ ಸರ್ವೆ ನಂ. ... ರ ಸ್ಥಿರಾಸ್ತಿಯ ಮಾಲೀಕರಿಂದ ನನ್ನ ಕಕ್ಷಿದಾರರು ಖರೀದಿಸಲು ಒಪ್ಪಿರುತ್ತಾರೆ. ಸದರಿ ಆಸ್ತಿಯ ಬಗ್ಗೆ ಯಾರಿಗಾದರೂ ಯಾವುದೇ ಹಕ್ಕು, ಆಕ್ಷೇಪಣೆ ಇದ್ದಲ್ಲಿ ಈ ಪ್ರಕಟಣೆಯಾದ 7 ದಿನಗಳೊಳಗಾಗಿ ಕೆಳಕಂಡ ವಿಳಾಸಕ್ಕೆ ದಾಖಲೆಗಳೊಂದಿಗೆ ತಿಳಿಸತಕ್ಕದ್ದು. ತಪ್ಪಿದಲ್ಲಿ ಯಾವುದೇ ಹಕ್ಕು ಇಲ್ಲವೆಂದು ಭಾವಿಸಲಾಗುವುದು. ಮೊ: 9242221603: [361, 724, 588, 758]
- table-cell: 03 ತಿಂಗಳು: [301, 1265, 351, 1279]
- table-cell: DMA/2025-26/OW/WORK_INDENT50806: [27, 1041, 158, 1055]
- tender-pre: ಕರ್ನಾಟಕ ಮತ್ತು ಮಂಡಳಿ: [802, 1014, 848, 1020]
- notice-sign: ನ್ಯಾಯಾಲಯದ ಆದೇಶದ ಮೇರೆಗೆ, ಶಿರಸ್ತೇದಾರರು: [28, 593, 117, 600]
- reg-dot-cyan: [81, 1472, 89, 1480]
- table-cell: DMA/2025-26/RD/WORK_INDENT50799: [27, 943, 158, 957]
- notice-title: ಮಾನ್ಯ ಸಿವಿಲ್ ನ್ಯಾಯಾಧೀಶರ ನ್ಯಾಯಾಲಯ, ಪಾವಗಡ: [16, 31, 109, 47]
- table-cell: 11.: [9, 1069, 27, 1083]
- tender-bar-sub: ಕರ್ನಾಟಕ ಸರ್ಕಾರದ ಸಾರ್ವಜನಿಕ ಸಂಗ್ರಹಣೆ ಪೋರ್ಟಲ್ ಮೂಲಕ: [412, 1136, 537, 1144]
- table-cell: 15.: [9, 1125, 27, 1139]
- table-row: [9, 943, 351, 957]
- table-cell: DMA/2025-26/WS/WORK_INDENT50814: [27, 1153, 158, 1167]
- table-cell: 5,650/-: [215, 1013, 251, 1027]
